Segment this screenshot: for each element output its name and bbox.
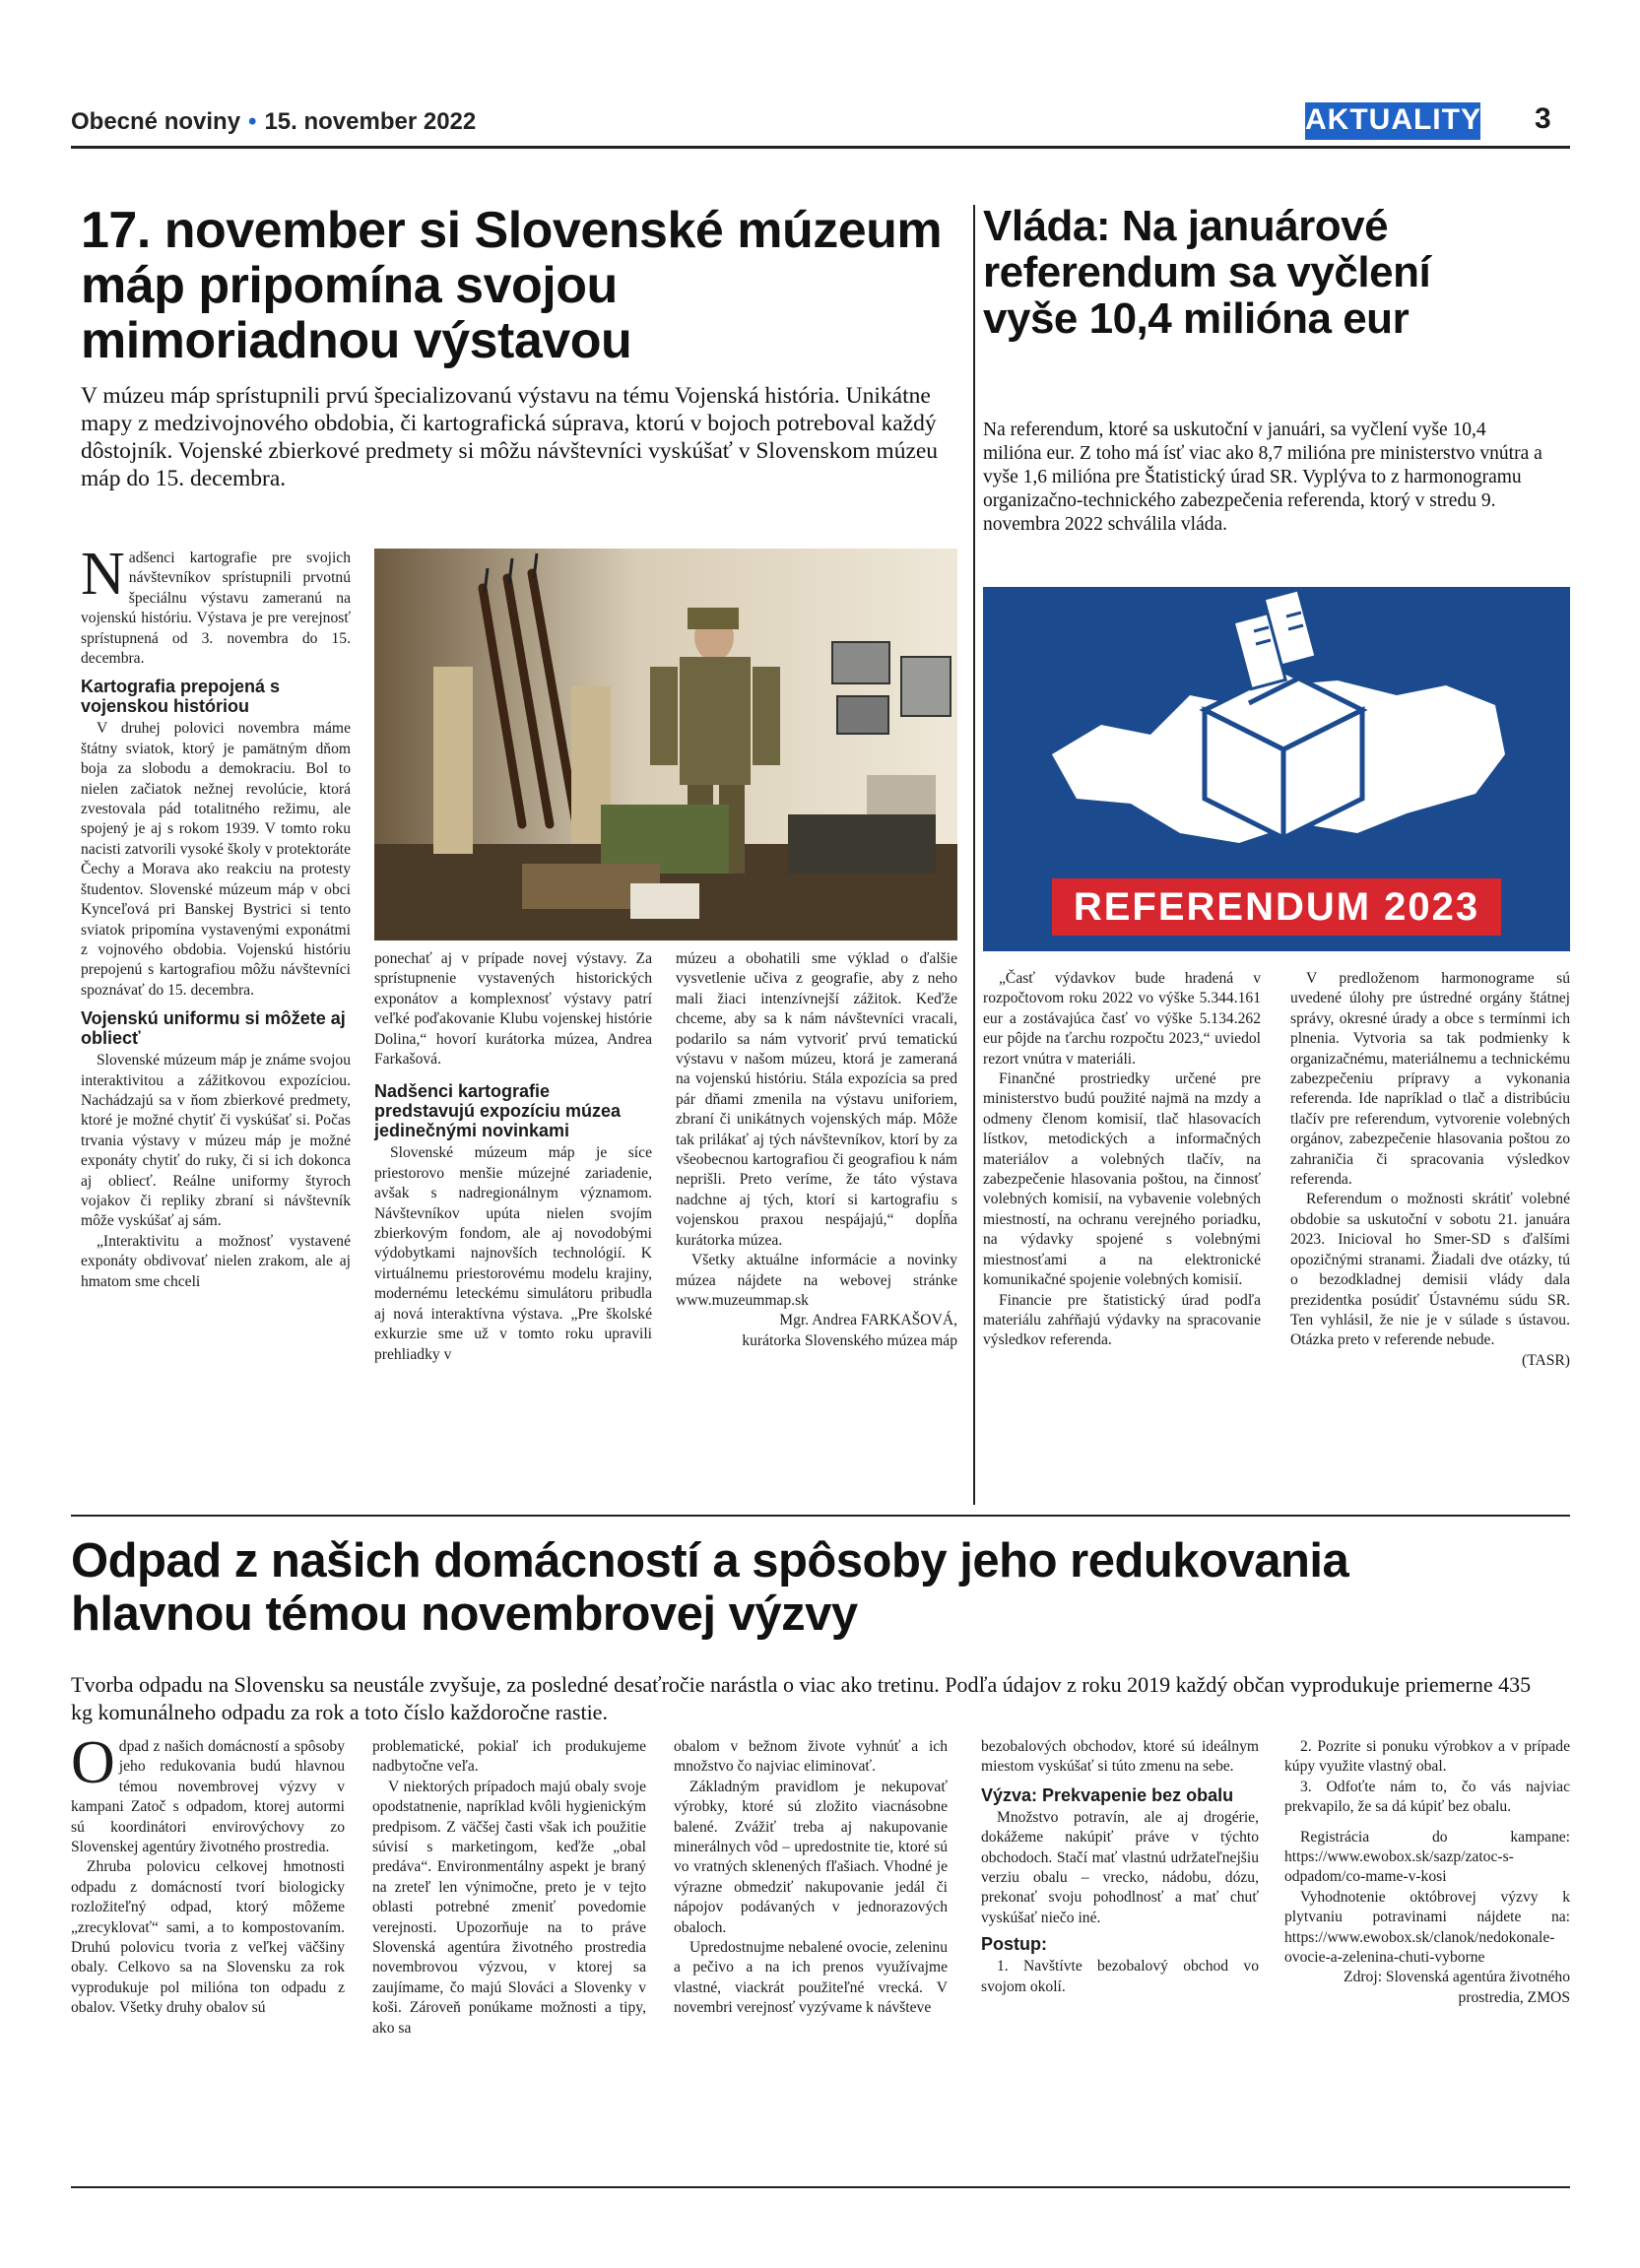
waste-step-2: 2. Pozrite si ponuku výrobkov a v prípade kúpy využite vlastný obal. [1284, 1738, 1570, 1776]
referendum-banner [983, 587, 1570, 951]
referendum-banner-text: REFERENDUM 2023 [1073, 885, 1480, 929]
waste-col-4 [981, 1737, 1259, 1997]
referendum-lead: Na referendum, ktoré sa uskutoční v januári, sa vyčlení vyše 10,4 milióna eur. Z toho má ísť viac ako 8,7 milióna pre ministerstvo vnútra a vyše 1,6 milióna pre Štatistický úrad SR. Vyplýva to z harmonogramu organizačno-technického zabezpečenia referenda, ktorý v stredu 9. novembra 2022 schválila vláda. [983, 420, 1542, 535]
waste-c4-para-1: bezobalových obchodov, ktoré sú ideálnym miestom vyskúšať si túto zmenu na sebe. [981, 1738, 1259, 1776]
museum-signature-name: Mgr. Andrea FARKAŠOVÁ, [779, 1312, 957, 1329]
waste-c2-para-2: V niektorých prípadoch majú obaly svoje opodstatnenie, napríklad kvôli hygienickým predpisom. Z väčšej časti však ich použitie súvisí s marketingom, keďže „obal predáva“. Environmentálny aspekt je braný na zreteľ len výnimočne, preto je v tejto oblasti potrebné zmeniť povedomie verejnosti. Upozorňuje na to práve Slovenská agentúra životného prostredia novembrovou výzvou, v ktorej sa zaujímame, čo majú Slováci a Slovenky v koši. Zároveň ponúkame možnosti a tipy, ako sa [372, 1778, 646, 2037]
waste-c1-para-2: Zhruba polovicu celkovej hmotnosti odpadu z domácností tvorí biologicky rozložiteľný odpad, ktorý môžeme „zrecyklovať“ sami, a to kompostovaním. Druhú polovicu tvoria z veľkej väčšiny obaly. Celkovo sa na Slovensku za rok vyprodukuje pol milióna ton odpadu z obalov. Všetky druhy obalov sú [71, 1858, 345, 2017]
header-rule [71, 146, 1570, 149]
waste-col-1 [71, 1729, 345, 2019]
waste-c4-para-2: Množstvo potravín, ale aj drogérie, dokážeme nakúpiť práve v týchto obchodoch. Stačí mať vlastnú udržateľnejšiu verziu obalu – vrecko, nádobu, dózu, prekonať svoju pohodlnosť a mať chuť vyskúšať niečo iné. [981, 1808, 1259, 1926]
page-number: 3 [1535, 102, 1551, 135]
referendum-c2-para-2: Referendum o možnosti skrátiť volebné obdobie sa uskutoční v sobotu 21. januára 2023. Inicioval ho Smer-SD s ďalšími opozičnými stranami. Žiadali dve otázky, tú o bezodkladnej demisii vlády dala prezidentka posúdiť Ústavnému súdu SR. Ten vyhlásil, že nie je v súlade s ústavou. Otázka preto v referende nebude. [1290, 1191, 1570, 1349]
referendum-c1-para-1: „Časť výdavkov bude hradená v rozpočtovom roku 2022 vo výške 5.344.161 eur a zostávajúca časť vo výške 5.134.262 eur pôjde na ťarchu rozpočtu 2023,“ uviedol rezort vnútra v materiáli. [983, 970, 1261, 1068]
museum-c2-para-1: ponechať aj v prípade novej výstavy. Za sprístupnenie vystavených historických exponátov a komplexnosť výstavy patrí veľké poďakovanie Klubu vojenskej histórie Dolina,“ hovorí kurátorka múzea, Andrea Farkašová. [374, 950, 652, 1069]
waste-step-3: 3. Odfoťte nám to, čo vás najviac prekvapilo, že sa dá kúpiť bez obalu. [1284, 1778, 1570, 1816]
waste-lead: Tvorba odpadu na Slovensku sa neustále zvyšuje, za posledné desaťročie narástla o viac ako tretinu. Podľa údajov z roku 2019 každý občan vyprodukuje priemerne 435 kg komunálneho odpadu za rok a toto číslo každoročne rastie. [71, 1672, 1532, 1724]
waste-registration: Registrácia do kampane: https://www.ewobox.sk/sazp/zatoc-s-odpadom/co-mame-v-kosi [1284, 1828, 1570, 1886]
waste-c3-para-1: obalom v bežnom živote vyhnúť a ich množstvo čo najviac eliminovať. [674, 1738, 948, 1776]
museum-subhead-1: Kartografia prepojená s vojenskou históriou [81, 677, 281, 717]
waste-dropcap: O [71, 1729, 115, 1796]
referendum-c2-para-1: V predloženom harmonograme sú uvedené úlohy pre ústredné orgány štátnej správy, okresné úrady a obce s termínmi ich plnenia. Vytvoria sa tak podmienky k organizačnému, materiálnemu a technickému zabezpečeniu prípravy a vykonania referenda. Ide napríklad o tlač a distribúciu tlačív pre referendum, vytvorenie volebných orgánov, zabezpečenie hlasovania poštou zo zahraničia či spracovania výsledkov referenda. [1290, 970, 1570, 1189]
museum-title: 17. november si Slovenské múzeum máp pripomína svojou mimoriadnou výstavou [81, 202, 943, 370]
museum-col-1 [81, 541, 351, 1292]
waste-c3-para-2: Základným pravidlom je nekupovať výrobky, ktoré sú zložito viacnásobne balené. Zvážiť treba aj nakupovanie minerálnych vôd – upredostnite tie, ktoré sú vo vratných sklenených fľašiach. Vhodné je výrazne obmedziť nakupovanie jedál či nápojov podávaných v jednorazových obaloch. [674, 1778, 948, 1936]
waste-evaluation: Vyhodnotenie októbrovej výzvy k plytvaniu potravinami nájdete na: https://www.ewobox.sk/clanok/nedokonale-ovocie-a-zelenina-chuti-vyborne [1284, 1888, 1570, 1967]
waste-c3-para-3: Upredostnujme nebalené ovocie, zeleninu a pečivo a na ich prenos využívajme vlastné, viackrát použiteľné vrecká. V novembri verejnosť vyzývame k návšteve [674, 1939, 948, 2017]
museum-intro: adšenci kartografie pre svojich návštevníkov sprístupnili prvotnú špeciálnu výstavu zameranú na vojenskú históriu. Výstava je pre verejnosť sprístupnená od 3. novembra do 15. decembra. [81, 550, 351, 668]
museum-c2-para-2: Slovenské múzeum máp je síce priestorovo menšie múzejné zariadenie, avšak s nadregionálnym významom. Návštevníkov upúta nielen svojím zbierkovým fondom, ale aj novodobými výdobytkami najnovších technológií. K virtuálnemu priestorovému modelu krajiny, modernému leteckému simulátoru pribudla aj nová interaktívna výstava. „Pre školské exkurzie sme už v tomto roku upravili prehliadky v [374, 1144, 652, 1363]
museum-col-2 [374, 949, 652, 1365]
waste-step-1: 1. Navštívte bezobalový obchod vo svojom okolí. [981, 1958, 1259, 1995]
waste-col-3 [674, 1737, 948, 2019]
waste-source: Zdroj: Slovenská agentúra životného prostredia, ZMOS [1344, 1969, 1570, 2006]
issue-date: 15. november 2022 [264, 108, 477, 135]
waste-col-2 [372, 1737, 646, 2039]
museum-para-3: „Interaktivitu a možnosť vystavené exponáty obdivovať nielen zrakom, ale aj hmatom sme chceli [81, 1232, 351, 1290]
column-divider [973, 205, 975, 1505]
museum-signature-role: kurátorka Slovenského múzea máp [742, 1331, 957, 1349]
museum-subhead-3: Nadšenci kartografie predstavujú expozíciu múzea jedinečnými novinkami [374, 1081, 622, 1141]
referendum-c1-para-2: Finančné prostriedky určené pre ministerstvo budú použité najmä na mzdy a odmeny členom komisií, tlač hlasovacích lístkov, metodických a informačných materiálov a volebných tlačív, na zabezpečenie hlasovania poštou, na činnosť volebných komisií, na vybavenie volebných miestností, na ochranu verejného poriadku, na výdavky spojené s volebnými miestnosťami a na elektronické komunikačné spojenie volebných komisií. [983, 1070, 1261, 1289]
waste-col-5 [1284, 1737, 1570, 2008]
page-header-left [71, 108, 476, 136]
museum-subhead-2: Vojenskú uniformu si môžete aj obliecť [81, 1008, 346, 1049]
footer-rule [71, 2186, 1570, 2188]
museum-lead: V múzeu máp sprístupnili prvú špecializovanú výstavu na tému Vojenská história. Unikátne mapy z medzivojnového obdobia, či kartografická súprava, ktorú v bojoch potreboval každý dôstojník. Vojenské zbierkové predmety si môžu návštevníci vyskúšať v Slovenskom múzeu máp do 15. decembra. [81, 383, 939, 491]
referendum-title: Vláda: Na januárové referendum sa vyčlení vyše 10,4 milióna eur [983, 202, 1431, 343]
separator-dot: • [248, 108, 257, 135]
waste-title: Odpad z našich domácností a spôsoby jeho redukovania hlavnou témou novembrovej výzvy [71, 1534, 1349, 1641]
museum-dropcap: N [81, 541, 125, 608]
waste-subhead-1: Výzva: Prekvapenie bez obalu [981, 1784, 1234, 1805]
waste-c1-para-1: dpad z našich domácností a spôsoby jeho redukovania budú hlavnou témou novembrovej výzvy v kampani Zatoč s odpadom, ktorej autormi sú koordinátori envirovýchovy zo Slovenskej agentúry životného prostredia. [71, 1738, 345, 1856]
newspaper-name: Obecné noviny [71, 108, 241, 135]
museum-c3-para-2: Všetky aktuálne informácie a novinky múzea nájdete na webovej stránke www.muzeummap.sk [676, 1252, 957, 1309]
museum-exhibit-photo [374, 549, 957, 940]
museum-c3-para-1: múzeu a obohatili sme výklad o ďalšie vysvetlenie učiva z geografie, aby z neho mali žiaci intenzívnejší zážitok. Keďže chceme, aby sa k nám návštevníci vracali, podarilo sa nám vytvoriť prvú tematickú výstavu v našom múzeu, ktorá je zameraná na vojenskú históriu. Stála expozícia sa pred pár dňami zmenila na výstavu uniforiem, zbraní či unikátnych vojenských máp. Môže tak prilákať aj tých návštevníkov, ktorí by za všeobecnou kartografiou či geografiou k nám neprišli. Preto veríme, že táto výstava nadchne aj tých, ktorí si kartografiu s vojenskou praxou nespájajú,“ dopĺňa kurátorka múzea. [676, 950, 957, 1249]
exhibit-illustration [374, 549, 957, 940]
referendum-c1-para-3: Financie pre štatistický úrad podľa materiálu zahŕňajú výdavky na spracovanie výsledkov referenda. [983, 1291, 1261, 1349]
museum-para-1: V druhej polovici novembra máme štátny sviatok, ktorý je pamätným dňom boja za slobodu a demokraciu. Bol to nielen začiatok nežnej revolúcie, ktorá zvestovala pád totalitného režimu, ale spojený je aj s rokom 1939. V tomto roku nacisti zatvorili vysoké školy v protektoráte Čechy a Morava ako reakciu na protesty študentov. Slovenské múzeum máp v obci Kynceľová pri Banskej Bystrici si tento sviatok pripomína vystavenými exponátmi z vojnového obdobia. Vojenskú históriu prepojenú s kartografiou môžu návštevníci spoznávať do 15. decembra. [81, 720, 351, 999]
waste-subhead-2: Postup: [981, 1934, 1047, 1955]
referendum-source: (TASR) [1522, 1351, 1570, 1369]
museum-para-2: Slovenské múzeum máp je známe svojou interaktivitou a zážitkovou expozíciou. Nachádzajú sa v ňom zbierkové predmety, ktoré je možné chytiť či vyskúšať si. Počas trvania výstavy v múzeu máp je možné exponáty chytiť do ruky, či si ich dokonca aj obliecť. Reálne uniformy štyroch vojakov či repliky zbraní si návštevník môže vyskúšať aj sám. [81, 1052, 351, 1230]
referendum-col-2 [1290, 969, 1570, 1371]
referendum-col-1 [983, 969, 1261, 1351]
waste-c2-para-1: problematické, pokiaľ ich produkujeme nadbytočne veľa. [372, 1738, 646, 1776]
section-divider-rule [71, 1515, 1570, 1517]
section-label: AKTUALITY [1305, 102, 1480, 140]
museum-col-3 [676, 949, 957, 1351]
